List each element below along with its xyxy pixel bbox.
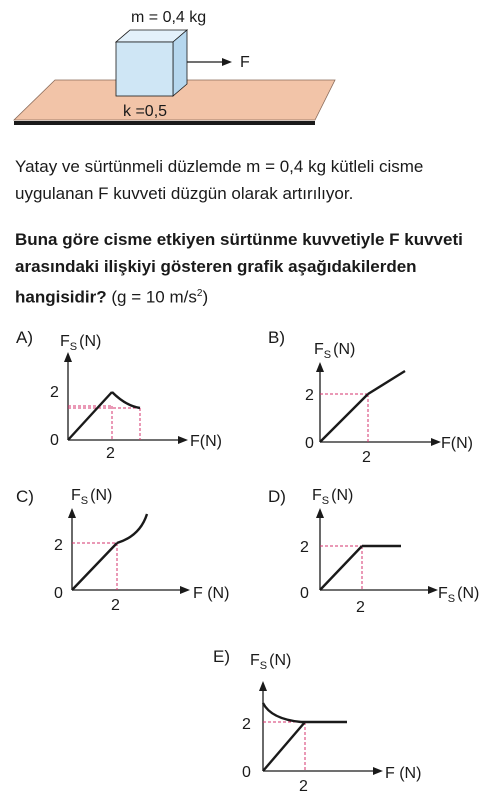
svg-text:FS(N): $F_S$ (N)	[312, 487, 354, 507]
mass-label: m = 0,4 kg	[131, 9, 207, 26]
svg-text:2: 2	[299, 778, 308, 795]
svg-text:FS(N): $F_S$ (N)	[250, 652, 292, 672]
option-b-graph[interactable]	[290, 330, 497, 465]
svg-text:2: 2	[106, 445, 115, 460]
block-on-table-figure	[0, 0, 497, 140]
question-stem: Yatay ve sürtünmeli düzlemde m = 0,4 kg kütleli cisme uygulanan F kuvveti düzgün olarak artırılıyor.	[15, 157, 424, 203]
option-e-letter[interactable]: E)	[213, 647, 230, 666]
svg-text:2: 2	[300, 539, 309, 556]
svg-text:2: 2	[356, 599, 365, 616]
svg-text:2: 2	[362, 449, 371, 465]
option-a-letter[interactable]: A)	[16, 328, 33, 347]
svg-text:2: 2	[50, 384, 59, 401]
option-d-letter[interactable]: D)	[268, 487, 286, 506]
svg-text:0: 0	[242, 764, 251, 781]
svg-text:2: 2	[54, 537, 63, 554]
option-b-letter[interactable]: B)	[268, 328, 285, 347]
friction-coefficient-label: k =0,5	[123, 103, 168, 120]
svg-text:FS(N): $F_S$ (N)	[60, 333, 102, 353]
svg-text:F(N): F(N)	[441, 435, 473, 452]
svg-text:FS(N): $F_S$ (N)	[314, 341, 356, 361]
svg-text:F (N): F (N)	[193, 585, 230, 602]
svg-text:0: 0	[300, 585, 309, 602]
svg-text:F (N): F (N)	[385, 765, 422, 782]
force-label: F	[240, 54, 250, 71]
svg-text:F(N): F(N)	[190, 433, 222, 450]
option-d-graph[interactable]	[290, 480, 497, 620]
svg-text:0: 0	[50, 432, 59, 449]
block	[116, 30, 187, 96]
option-e-graph[interactable]	[235, 645, 445, 795]
svg-text:FS(N): $F_S$ (N)	[71, 487, 113, 507]
option-c-graph[interactable]	[40, 480, 250, 620]
svg-text:2: 2	[305, 387, 314, 404]
svg-text:0: 0	[305, 435, 314, 452]
question-prompt: Buna göre cisme etkiyen sürtünme kuvvetiyle F kuvveti arasındaki ilişkiyi gösteren grafik aşağıdakilerden hangisidir? (g = 10 $m/s^2$)	[15, 230, 463, 307]
svg-text:0: 0	[54, 585, 63, 602]
force-arrow-head	[222, 58, 232, 66]
svg-text:FS(N): $F_S$ (N)	[438, 585, 480, 605]
option-c-letter[interactable]: C)	[16, 487, 34, 506]
svg-text:2: 2	[242, 716, 251, 733]
svg-text:2: 2	[111, 597, 120, 614]
option-a-graph[interactable]	[40, 330, 240, 460]
